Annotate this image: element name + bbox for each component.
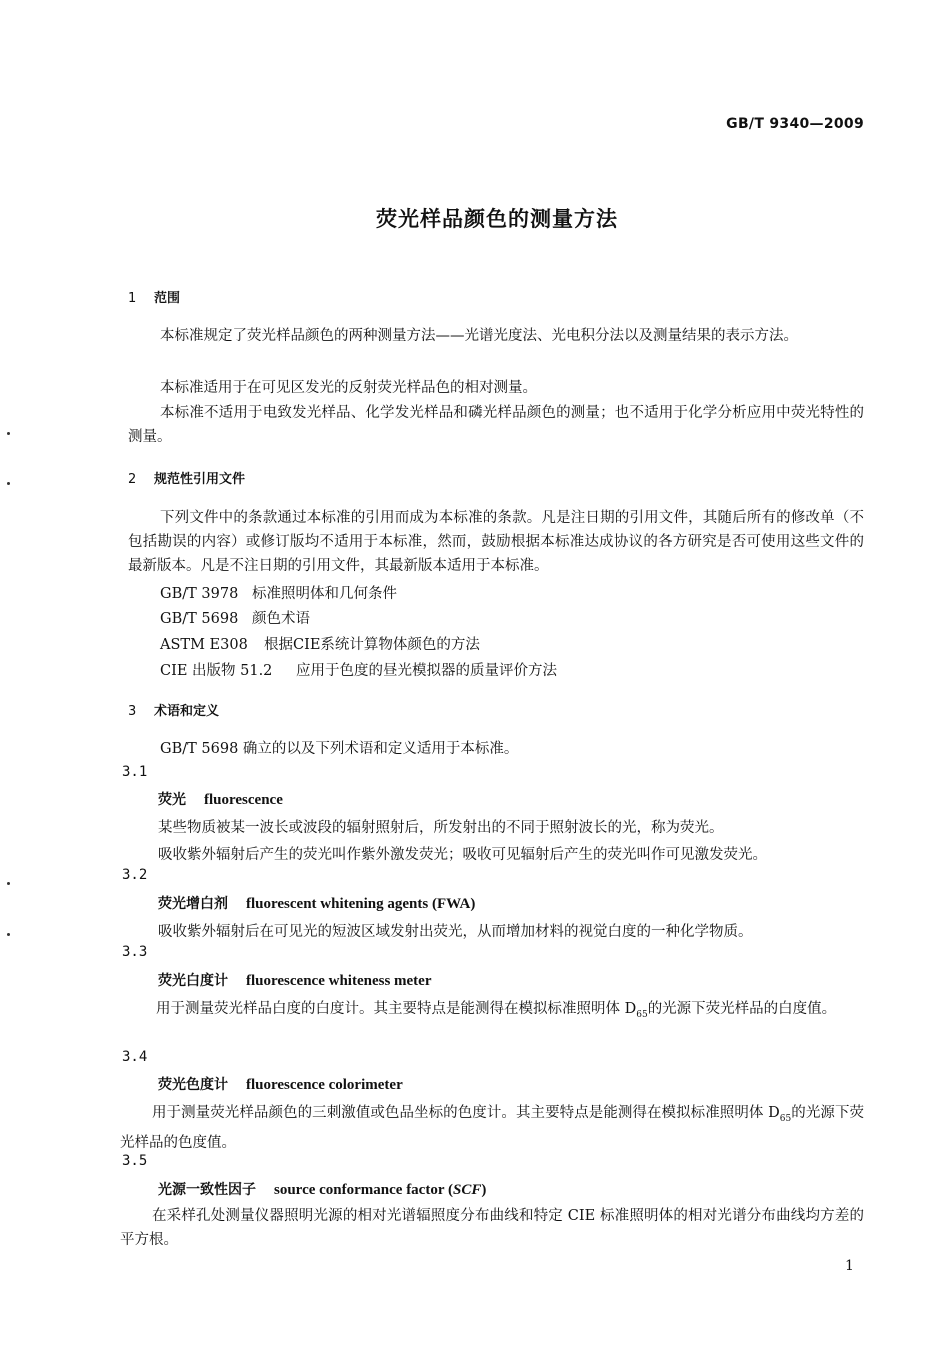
term-definition <box>120 1101 864 1155</box>
reference-title: 颜色术语 <box>252 611 310 627</box>
definition-text: 用于测量荧光样品颜色的三刺激值或色品坐标的色度计。其主要特点是能测得在模拟标准照明体 D <box>152 1105 780 1121</box>
term-number: 3.3 <box>122 944 148 960</box>
reference-item <box>160 582 397 603</box>
page-number: 1 <box>845 1258 854 1274</box>
scan-speck <box>7 933 10 936</box>
reference-code: ASTM E308 <box>160 637 248 653</box>
term-definition <box>124 997 864 1027</box>
term-heading: 荧光增白剂 fluorescent whitening agents (FWA) <box>158 896 476 912</box>
term-number: 3.4 <box>122 1049 148 1065</box>
term-heading: 光源一致性因子 source conformance factor (SCF) <box>158 1182 487 1198</box>
section-1-paragraph: 本标准适用于在可见区发光的反射荧光样品色的相对测量。 <box>160 380 537 396</box>
term-heading <box>158 789 283 809</box>
term-chinese: 荧光白度计 <box>158 973 228 989</box>
term-english: fluorescent whitening agents <box>246 896 429 912</box>
illuminant-subscript: 65 <box>636 1009 648 1020</box>
term-number: 3.2 <box>122 867 148 883</box>
reference-title: 应用于色度的昼光模拟器的质量评价方法 <box>296 663 557 679</box>
section-1-paragraph: 本标准规定了荧光样品颜色的两种测量方法——光谱光度法、光电积分法以及测量结果的表示方法。 <box>160 328 798 344</box>
term-abbreviation: FWA <box>436 896 471 912</box>
section-1-heading <box>128 287 180 306</box>
reference-title: 根据CIE系统计算物体颜色的方法 <box>264 637 480 653</box>
section-number: 2 <box>128 472 137 487</box>
definition-text: 用于测量荧光样品白度的白度计。其主要特点是能测得在模拟标准照明体 D <box>156 1001 637 1017</box>
section-title: 范围 <box>154 291 181 306</box>
term-abbreviation: SCF <box>452 1182 482 1198</box>
term-english: fluorescence <box>204 792 283 808</box>
reference-item <box>160 659 557 680</box>
section-2-heading <box>128 468 245 487</box>
standard-number: GB/T 9340—2009 <box>726 116 864 132</box>
reference-item <box>160 607 310 628</box>
term-number: 3.1 <box>122 764 148 780</box>
term-chinese: 荧光 <box>158 792 186 808</box>
reference-title: 标准照明体和几何条件 <box>252 586 397 602</box>
section-number: 3 <box>128 704 137 719</box>
term-definition: 某些物质被某一波长或波段的辐射照射后，所发射出的不同于照射波长的光，称为荧光。 <box>158 820 724 836</box>
scan-speck <box>7 432 10 435</box>
term-english: source conformance factor <box>274 1182 445 1198</box>
section-title: 术语和定义 <box>154 704 220 719</box>
section-number: 1 <box>128 291 137 306</box>
reference-item <box>160 633 480 654</box>
section-title: 规范性引用文件 <box>154 472 246 487</box>
term-definition: 吸收紫外辐射后在可见光的短波区域发射出荧光，从而增加材料的视觉白度的一种化学物质。 <box>158 924 753 940</box>
definition-text: 的光源下荧光样品的色度值。 <box>120 1105 865 1151</box>
reference-code: GB/T 3978 <box>160 586 239 602</box>
section-3-heading <box>128 700 219 719</box>
scan-speck <box>7 482 10 485</box>
term-english: fluorescence colorimeter <box>246 1077 403 1093</box>
term-number: 3.5 <box>122 1153 148 1169</box>
section-2-intro: 下列文件中的条款通过本标准的引用而成为本标准的条款。凡是注日期的引用文件，其随后所有的修改单（不包括勘误的内容）或修订版均不适用于本标准，然而，鼓励根据本标准达成协议的各方研究是否可使用这些文件的最新版本。凡是不注日期的引用文件，其最新版本适用于本标准。 <box>128 510 864 574</box>
illuminant-subscript: 65 <box>779 1113 792 1124</box>
reference-code: CIE 出版物 51.2 <box>160 663 273 679</box>
term-english: fluorescence whiteness meter <box>246 973 432 989</box>
term-heading <box>158 970 432 990</box>
term-definition: 在采样孔处测量仪器照明光源的相对光谱辐照度分布曲线和特定 CIE 标准照明体的相对光谱分布曲线均方差的平方根。 <box>120 1208 864 1248</box>
term-definition: 吸收紫外辐射后产生的荧光叫作紫外激发荧光；吸收可见辐射后产生的荧光叫作可见激发荧光。 <box>158 847 767 863</box>
reference-code: GB/T 5698 <box>160 611 239 627</box>
section-1-paragraph: 本标准不适用于电致发光样品、化学发光样品和磷光样品颜色的测量；也不适用于化学分析应用中荧光特性的测量。 <box>128 405 864 445</box>
definition-text: 的光源下荧光样品的白度值。 <box>647 1001 837 1017</box>
page-title: 荧光样品颜色的测量方法 <box>376 207 618 231</box>
term-chinese: 光源一致性因子 <box>158 1182 256 1198</box>
term-heading <box>158 1074 403 1094</box>
term-chinese: 荧光色度计 <box>158 1077 228 1093</box>
section-3-intro: GB/T 5698 确立的以及下列术语和定义适用于本标准。 <box>160 741 519 757</box>
term-chinese: 荧光增白剂 <box>158 896 228 912</box>
scan-speck <box>7 882 10 885</box>
